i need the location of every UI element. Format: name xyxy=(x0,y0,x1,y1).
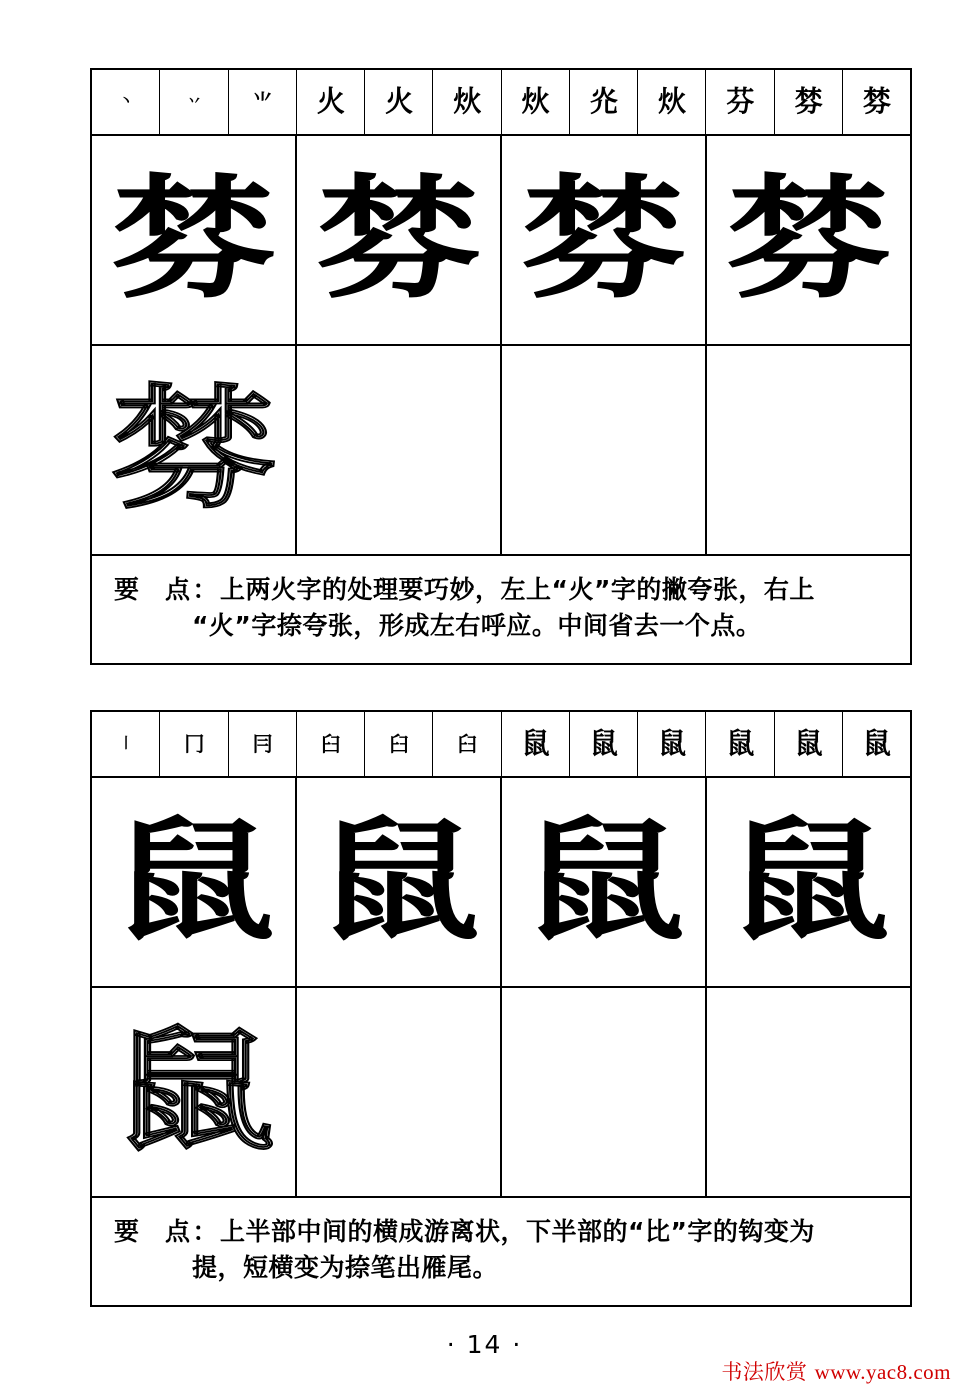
large-character-glyph: 棼 xyxy=(725,163,892,317)
note-first-line xyxy=(114,572,888,608)
stroke-glyph: 灮 xyxy=(589,84,617,119)
stroke-glyph: 棼 xyxy=(794,84,822,119)
stroke-step-1 xyxy=(92,70,160,134)
practice-cell-1 xyxy=(297,346,502,554)
stroke-step-5 xyxy=(365,70,433,134)
stroke-glyph: 丨 xyxy=(119,735,133,753)
character-block-shu xyxy=(90,710,912,1307)
large-character-row xyxy=(92,778,910,988)
stroke-glyph: ⺌ xyxy=(252,89,272,115)
large-character-row xyxy=(92,136,910,346)
large-character-glyph: 鼠 xyxy=(520,805,687,959)
footer-watermark xyxy=(721,1356,951,1386)
large-character-glyph: 棼 xyxy=(110,163,277,317)
large-character-glyph: 棼 xyxy=(315,163,482,317)
footer-url: www.yac8.com xyxy=(814,1360,951,1384)
practice-cell-2 xyxy=(502,988,707,1196)
stroke-step-8 xyxy=(570,712,638,776)
stroke-step-5 xyxy=(365,712,433,776)
note-text-line-1: 上两火字的处理要巧妙，左上“火”字的撇夸张，右上 xyxy=(220,575,815,604)
stroke-step-10 xyxy=(706,712,774,776)
stroke-step-3 xyxy=(229,70,297,134)
stroke-order-row xyxy=(92,70,910,136)
stroke-glyph: 鼠 xyxy=(521,726,549,761)
stroke-glyph: 炏 xyxy=(521,84,549,119)
stroke-glyph: 丷 xyxy=(187,93,201,111)
outline-character-glyph: 棼 xyxy=(110,373,277,527)
stroke-step-9 xyxy=(638,712,706,776)
stroke-glyph: 火 xyxy=(316,84,344,119)
stroke-glyph: 冂 xyxy=(184,731,204,757)
note-colon: ： xyxy=(192,575,219,604)
stroke-step-12 xyxy=(843,712,910,776)
stroke-step-11 xyxy=(775,70,843,134)
stroke-step-7 xyxy=(502,70,570,134)
stroke-glyph: 鼠 xyxy=(862,726,890,761)
stroke-step-4 xyxy=(297,712,365,776)
outline-character-cell xyxy=(92,988,297,1196)
large-character-cell-2 xyxy=(297,778,502,986)
practice-cell-1 xyxy=(297,988,502,1196)
large-character-glyph: 鼠 xyxy=(725,805,892,959)
stroke-step-1 xyxy=(92,712,160,776)
stroke-step-10 xyxy=(706,70,774,134)
note-label: 要 点 xyxy=(114,1217,191,1246)
stroke-step-7 xyxy=(502,712,570,776)
stroke-glyph: 鼠 xyxy=(658,726,686,761)
outline-character-cell xyxy=(92,346,297,554)
large-character-cell-3 xyxy=(502,778,707,986)
stroke-step-8 xyxy=(570,70,638,134)
outline-character-row xyxy=(92,988,910,1198)
note-text-line-2: 提，短横变为捺笔出雁尾。 xyxy=(192,1253,499,1283)
stroke-glyph: 臼 xyxy=(389,731,409,757)
stroke-glyph: 鼠 xyxy=(589,726,617,761)
stroke-glyph: 冃 xyxy=(252,731,272,757)
stroke-step-2 xyxy=(160,70,228,134)
note-section xyxy=(92,556,910,663)
large-character-glyph: 鼠 xyxy=(315,805,482,959)
stroke-glyph: 鼠 xyxy=(726,726,754,761)
stroke-glyph: 火 xyxy=(385,84,413,119)
stroke-glyph: 鼠 xyxy=(794,726,822,761)
stroke-step-4 xyxy=(297,70,365,134)
stroke-step-12 xyxy=(843,70,910,134)
stroke-glyph: 棼 xyxy=(862,84,890,119)
outline-character-glyph: 鼠 xyxy=(110,1015,277,1169)
note-colon: ： xyxy=(192,1217,219,1246)
large-character-glyph: 鼠 xyxy=(110,805,277,959)
practice-cell-3 xyxy=(707,988,910,1196)
large-character-cell-4 xyxy=(707,778,910,986)
note-first-line xyxy=(114,1214,888,1250)
stroke-step-9 xyxy=(638,70,706,134)
page-number: · 14 · xyxy=(446,1330,523,1359)
footer-label: 书法欣赏 xyxy=(721,1360,808,1384)
practice-cell-3 xyxy=(707,346,910,554)
large-character-cell-4 xyxy=(707,136,910,344)
note-text-line-2: “火”字捺夸张，形成左右呼应。中间省去一个点。 xyxy=(192,611,762,641)
stroke-glyph: 丶 xyxy=(119,93,133,111)
stroke-step-2 xyxy=(160,712,228,776)
stroke-step-6 xyxy=(433,712,501,776)
outline-character-row xyxy=(92,346,910,556)
stroke-glyph: 炏 xyxy=(658,84,686,119)
large-character-cell-2 xyxy=(297,136,502,344)
note-text-line-1: 上半部中间的横成游离状，下半部的“比”字的钩变为 xyxy=(220,1217,815,1246)
large-character-cell-1 xyxy=(92,778,297,986)
stroke-step-11 xyxy=(775,712,843,776)
stroke-order-row xyxy=(92,712,910,778)
large-character-cell-3 xyxy=(502,136,707,344)
stroke-glyph: 芬 xyxy=(726,84,754,119)
stroke-glyph: 臼 xyxy=(320,731,340,757)
stroke-glyph: 炏 xyxy=(453,84,481,119)
stroke-step-3 xyxy=(229,712,297,776)
note-label: 要 点 xyxy=(114,575,191,604)
large-character-cell-1 xyxy=(92,136,297,344)
stroke-step-6 xyxy=(433,70,501,134)
large-character-glyph: 棼 xyxy=(520,163,687,317)
practice-cell-2 xyxy=(502,346,707,554)
stroke-glyph: 臼 xyxy=(457,731,477,757)
note-section xyxy=(92,1198,910,1305)
character-block-fen xyxy=(90,68,912,665)
